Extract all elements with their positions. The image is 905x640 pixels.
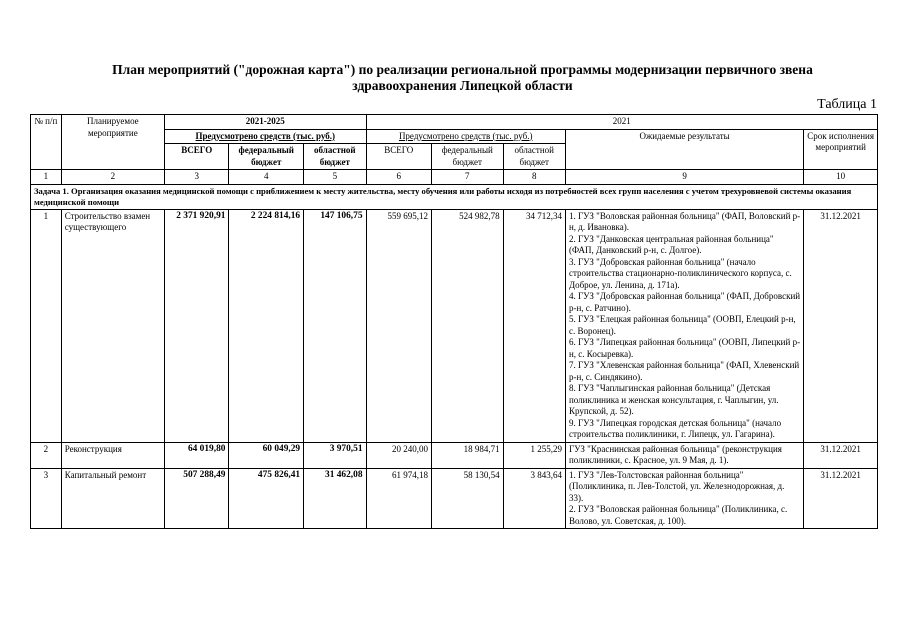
col-number: 8 [503,170,565,185]
col-number: 6 [366,170,431,185]
table-row [31,209,878,442]
row-event: Строительство взамен существующего [61,209,164,442]
header-federal: федеральный бюджет [229,144,304,170]
row-federal: 60 049,29 [229,442,304,468]
col-number: 7 [431,170,503,185]
row-regional-year: 34 712,34 [503,209,565,442]
row-results [565,209,803,442]
result-item: 8. ГУЗ "Чаплыгинская районная больница" (Детская поликлиника и женская консультация, г. Чаплыгин, ул. Крупской, д. 52). [568,383,779,416]
row-federal-year: 18 984,71 [431,442,503,468]
row-num: 2 [31,442,62,468]
document-title [40,62,885,94]
row-num: 1 [31,209,62,442]
result-item: 2. ГУЗ "Воловская районная больница" (Поликлиника, с. Волово, ул. Советская, д. 100). [568,504,788,526]
task-row [31,184,878,209]
result-item: 3. ГУЗ "Добровская районная больница" (начало строительства стационарно-поликлинического корпуса, с. Доброе, ул. Ленина, д. 171а). [568,256,792,290]
header-results: Ожидаемые результаты [565,129,803,170]
row-total: 2 371 920,91 [165,209,229,442]
row-event: Капитальный ремонт [61,468,164,529]
row-deadline: 31.12.2021 [804,442,878,468]
header-period-total: 2021-2025 [165,115,367,130]
result-item: 1. ГУЗ "Воловская районная больница" (ФАП, Воловский р-н, д. Ивановка). [568,210,801,232]
task-text: Задача 1. Организация оказания медицинской помощи с приближением к месту жительства, месту обучения или работы исходя из потребностей всех групп населения с учетом трехуровневой системы оказания медицинской помощи [31,184,878,209]
result-item: ГУЗ "Краснинская районная больница" (реконструкция поликлиники, с. Красное, ул. 9 Мая, д. 1). [568,443,782,465]
title-line-1: План мероприятий ("дорожная карта") по реализации региональной программы модернизации первичного звена [112,62,813,77]
row-deadline: 31.12.2021 [804,209,878,442]
result-item: 4. ГУЗ "Добровская районная больница" (ФАП, Добровский р-н, с. Ратчино). [568,291,801,313]
row-deadline: 31.12.2021 [804,468,878,529]
header-regional-year: областной бюджет [503,144,565,170]
row-event: Реконструкция [61,442,164,468]
header-regional: областной бюджет [304,144,366,170]
row-results [565,442,803,468]
col-number: 2 [61,170,164,185]
row-total-year: 559 695,12 [366,209,431,442]
col-number: 10 [804,170,878,185]
col-number: 1 [31,170,62,185]
header-event: Планируемое мероприятие [61,115,164,170]
header-funds-year: Предусмотрено средств (тыс. руб.) [366,129,565,144]
col-number: 4 [229,170,304,185]
header-num: № п/п [31,115,62,170]
table-row [31,468,878,529]
row-total-year: 61 974,18 [366,468,431,529]
header-year: 2021 [366,115,877,130]
row-total-year: 20 240,00 [366,442,431,468]
row-federal: 2 224 814,16 [229,209,304,442]
result-item: 9. ГУЗ "Липецкая городская детская больница" (начало строительства поликлиники, г. Липецк, ул. Гагарина). [568,417,782,439]
result-item: 1. ГУЗ "Лев-Толстовская районная больница" (Поликлиника, п. Лев-Толстой, ул. Железнодорожная, д. 33). [568,469,785,503]
row-total: 507 288,49 [165,468,229,529]
title-line-2: здравоохранения Липецкой области [352,78,573,93]
row-federal-year: 58 130,54 [431,468,503,529]
table-label: Таблица 1 [817,97,877,112]
row-num: 3 [31,468,62,529]
roadmap-table [30,114,878,529]
header-total-year: ВСЕГО [366,144,431,170]
header-federal-year: федеральный бюджет [431,144,503,170]
row-regional-year: 3 843,64 [503,468,565,529]
col-number: 5 [304,170,366,185]
row-regional: 31 462,08 [304,468,366,529]
result-item: 7. ГУЗ "Хлевенская районная больница" (ФАП, Хлевенский р-н, с. Синдякино). [568,360,800,382]
row-regional: 3 970,51 [304,442,366,468]
result-item: 6. ГУЗ "Липецкая районная больница" (ООВП, Липецкий р-н, с. Косыревка). [568,337,801,359]
row-regional-year: 1 255,29 [503,442,565,468]
col-number: 9 [565,170,803,185]
header-total: ВСЕГО [165,144,229,170]
header-deadline: Срок исполнения мероприятий [804,129,878,170]
table-row [31,442,878,468]
header-row-1 [31,115,878,130]
row-federal-year: 524 982,78 [431,209,503,442]
header-funds-total: Предусмотрено средств (тыс. руб.) [165,129,367,144]
row-total: 64 019,80 [165,442,229,468]
row-regional: 147 106,75 [304,209,366,442]
row-results [565,468,803,529]
column-number-row [31,170,878,185]
row-federal: 475 826,41 [229,468,304,529]
result-item: 2. ГУЗ "Данковская центральная районная больница" (ФАП, Данковский р-н, с. Долгое). [568,233,774,255]
result-item: 5. ГУЗ "Елецкая районная больница" (ООВП, Елецкий р-н, с. Воронец). [568,314,796,336]
col-number: 3 [165,170,229,185]
